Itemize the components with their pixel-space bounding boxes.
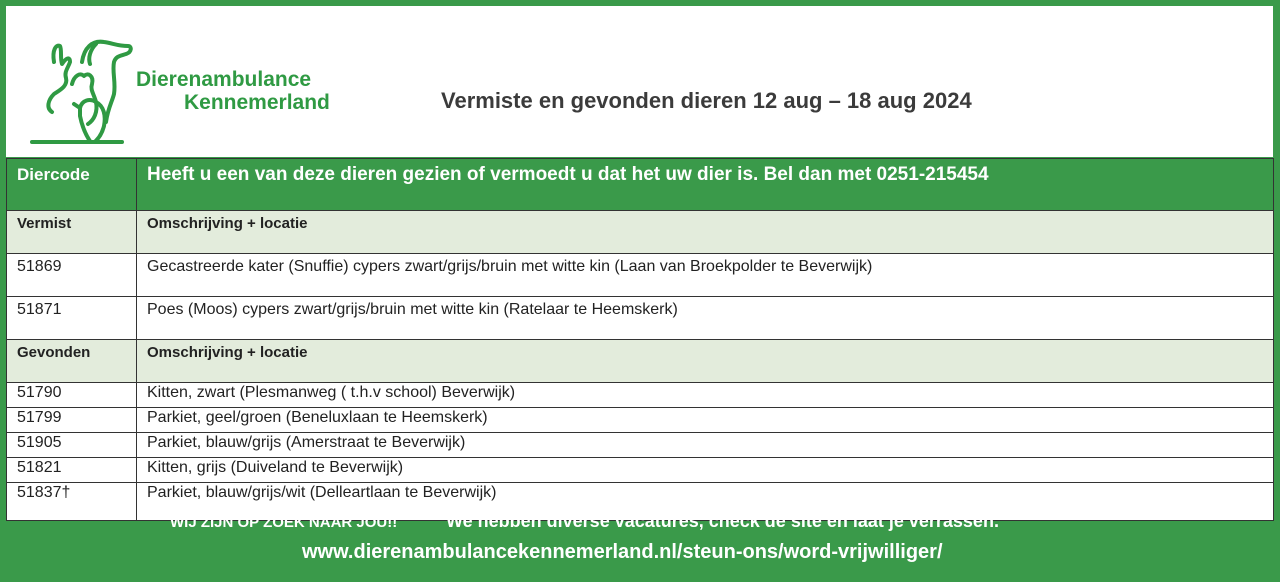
row-desc: Poes (Moos) cypers zwart/grijs/bruin met witte kin (Ratelaar te Heemskerk) [137, 297, 1274, 340]
col-code-header: Diercode [7, 159, 137, 211]
brand-line1: Dierenambulance [136, 68, 312, 91]
section-found [7, 340, 1274, 383]
footer-line1 [170, 511, 999, 532]
section-found-label: Gevonden [7, 340, 137, 383]
table-header-row [7, 159, 1274, 211]
animals-table [6, 158, 1274, 521]
row-desc: Parkiet, blauw/grijs/wit (Delleartlaan te Beverwijk) [137, 483, 1274, 521]
header [6, 6, 1273, 157]
section-missing-desc-header: Omschrijving + locatie [137, 211, 1274, 254]
table-row [7, 433, 1274, 458]
section-missing [7, 211, 1274, 254]
row-code: 51837† [7, 483, 137, 521]
row-code: 51790 [7, 383, 137, 408]
footer-url-link[interactable]: www.dierenambulancekennemerland.nl/steun-ons/word-vrijwilliger/ [302, 541, 943, 563]
table-row [7, 458, 1274, 483]
row-code: 51821 [7, 458, 137, 483]
animals-logo-icon [24, 32, 136, 144]
section-missing-label: Vermist [7, 211, 137, 254]
table-row [7, 297, 1274, 340]
row-code: 51871 [7, 297, 137, 340]
footer-vacancies: We hebben diverse vacatures, check de site en laat je verrassen. [445, 511, 999, 531]
row-code: 51869 [7, 254, 137, 297]
row-desc: Parkiet, geel/groen (Beneluxlaan te Heemskerk) [137, 408, 1274, 433]
table-row [7, 383, 1274, 408]
row-desc: Parkiet, blauw/grijs (Amerstraat te Beverwijk) [137, 433, 1274, 458]
footer-banner [0, 505, 1280, 582]
row-desc: Kitten, zwart (Plesmanweg ( t.h.v school) Beverwijk) [137, 383, 1274, 408]
table-row [7, 408, 1274, 433]
row-desc: Kitten, grijs (Duiveland te Beverwijk) [137, 458, 1274, 483]
row-desc: Gecastreerde kater (Snuffie) cypers zwart/grijs/bruin met witte kin (Laan van Broekpolder te Beverwijk) [137, 254, 1274, 297]
footer-callout: WIJ ZIJN OP ZOEK NAAR JOU!! [170, 514, 398, 531]
brand-line2: Kennemerland [184, 91, 330, 114]
page-title: Vermiste en gevonden dieren 12 aug – 18 aug 2024 [441, 88, 972, 113]
row-code: 51905 [7, 433, 137, 458]
brand-name [136, 68, 330, 114]
call-message: Heeft u een van deze dieren gezien of vermoedt u dat het uw dier is. Bel dan met 0251-215454 [137, 159, 1274, 211]
section-found-desc-header: Omschrijving + locatie [137, 340, 1274, 383]
table-row [7, 254, 1274, 297]
row-code: 51799 [7, 408, 137, 433]
